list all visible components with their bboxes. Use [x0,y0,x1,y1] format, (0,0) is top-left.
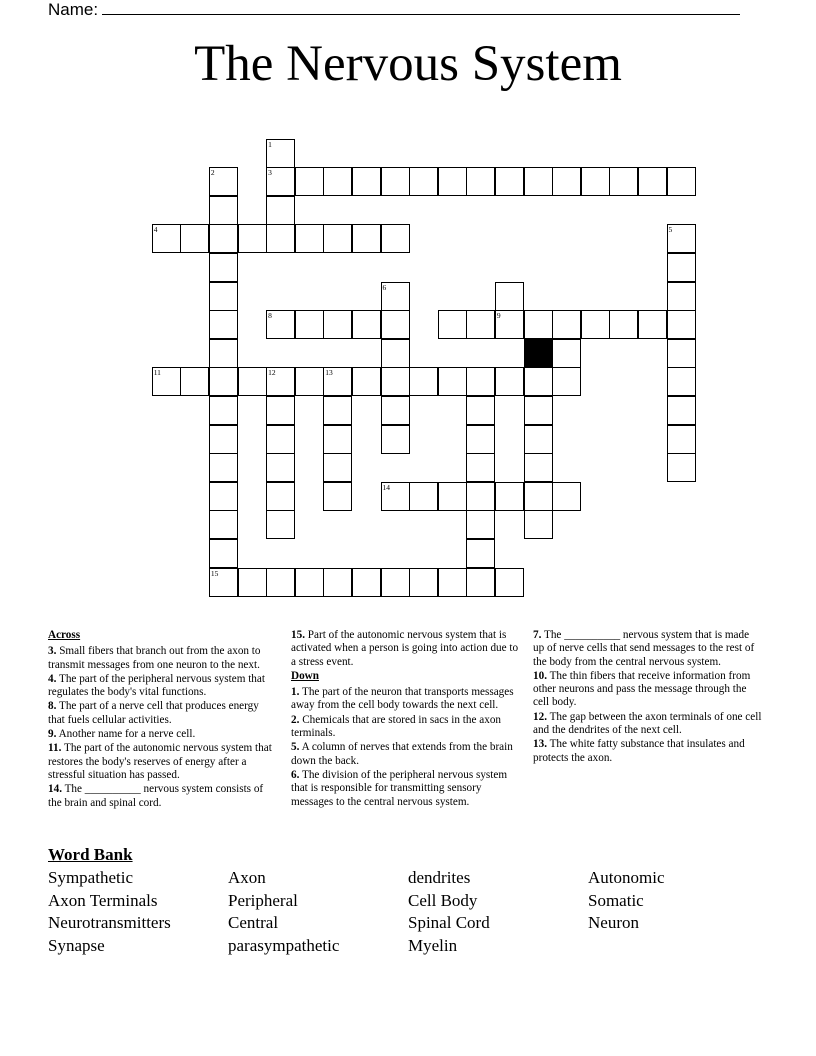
crossword-cell[interactable] [209,339,238,368]
crossword-cell[interactable] [495,310,524,339]
crossword-cell[interactable] [638,310,667,339]
crossword-cell[interactable] [495,482,524,511]
word-bank [48,867,788,958]
crossword-cell[interactable] [295,224,324,253]
crossword-cell[interactable] [295,367,324,396]
crossword-cell[interactable] [209,482,238,511]
crossword-cell[interactable] [466,539,495,568]
crossword-cell[interactable] [209,425,238,454]
crossword-cell[interactable] [552,339,581,368]
crossword-cell[interactable] [352,167,381,196]
clue-number: 4 [153,225,158,235]
down-clue-2: 2. Chemicals that are stored in sacs in the axon terminals. [291,713,502,740]
across-clue-15: 15. Part of the autonomic nervous system that is activated when a person is going into action due to a stress event. [291,629,519,668]
crossword-cell[interactable] [524,310,553,339]
crossword-cell[interactable] [238,367,267,396]
clue-number: 11 [153,368,161,378]
crossword-cell[interactable] [295,310,324,339]
crossword-cell[interactable] [552,310,581,339]
word-bank-item: Autonomic [588,868,665,887]
across-clues-part-1 [48,645,278,810]
crossword-cell[interactable] [209,367,238,396]
across-clue-4: 4. The part of the peripheral nervous system that regulates the body's vital functions. [48,672,265,699]
crossword-cell[interactable] [323,367,352,396]
crossword-cell[interactable] [667,396,696,425]
crossword-cell[interactable] [352,224,381,253]
crossword-cell[interactable] [552,367,581,396]
clue-number: 8 [268,311,272,321]
crossword-cell[interactable] [209,539,238,568]
crossword-cell[interactable] [438,568,467,597]
crossword-cell[interactable] [381,367,410,396]
word-bank-item: Cell Body [408,890,478,910]
across-clue-14: 14. The __________ nervous system consists of the brain and spinal cord. [48,783,264,809]
crossword-cell[interactable] [209,453,238,482]
crossword-cell[interactable] [209,310,238,339]
clue-number: 12 [268,368,276,378]
crossword-cell[interactable] [323,425,352,454]
crossword-cell[interactable] [266,453,295,482]
crossword-cell[interactable] [495,367,524,396]
clues-column-1 [48,629,278,811]
crossword-cell[interactable] [209,224,238,253]
crossword-cell[interactable] [552,482,581,511]
crossword-cell[interactable] [466,482,495,511]
crossword-cell[interactable] [495,282,524,311]
crossword-cell[interactable] [352,568,381,597]
crossword-cell[interactable] [466,396,495,425]
crossword-cell[interactable] [323,568,352,597]
crossword-cell[interactable] [266,310,295,339]
crossword-cell[interactable] [238,568,267,597]
crossword-cell[interactable] [524,510,553,539]
crossword-cell[interactable] [238,224,267,253]
crossword-cell[interactable] [581,167,610,196]
crossword-cell[interactable] [667,453,696,482]
crossword-cell[interactable] [438,167,467,196]
across-clue-8: 8. The part of a nerve cell that produces energy that fuels cellular activities. [48,700,259,726]
word-bank-item: Somatic [588,890,644,910]
crossword-cell[interactable] [323,396,352,425]
word-bank-item: dendrites [408,868,471,887]
crossword-cell[interactable] [524,396,553,425]
crossword-cell[interactable] [438,310,467,339]
crossword-cell[interactable] [323,167,352,196]
crossword-cell[interactable] [667,339,696,368]
crossword-cell[interactable] [524,482,553,511]
crossword-cell[interactable] [381,282,410,311]
crossword-cell[interactable] [266,367,295,396]
clues-column-3 [533,629,763,766]
crossword-cell[interactable] [352,310,381,339]
crossword-cell[interactable] [381,568,410,597]
clue-number: 9 [496,311,501,321]
crossword-cell[interactable] [609,310,638,339]
crossword-cell[interactable] [209,196,238,225]
crossword-cell[interactable] [266,167,295,196]
crossword-cell[interactable] [466,310,495,339]
crossword-cell[interactable] [266,510,295,539]
crossword-cell[interactable] [381,396,410,425]
crossword-cell[interactable] [409,367,438,396]
crossword-cell[interactable] [209,253,238,282]
crossword-cell[interactable] [466,510,495,539]
crossword-cell[interactable] [323,453,352,482]
crossword-cell[interactable] [381,339,410,368]
crossword-cell[interactable] [209,167,238,196]
crossword-cell[interactable] [266,568,295,597]
crossword-cell[interactable] [209,568,238,597]
page-title: The Nervous System [194,36,622,92]
crossword-cell[interactable] [638,167,667,196]
crossword-cell[interactable] [552,167,581,196]
across-clue-3: 3. Small fibers that branch out from the axon to transmit messages from one neuron to the next. [48,645,261,671]
clue-number: 13 [325,368,333,378]
word-bank-item: Neuron [588,913,639,933]
crossword-cell[interactable] [295,167,324,196]
crossword-cell[interactable] [266,482,295,511]
across-clue-9: 9. Another name for a nerve cell. [48,728,196,741]
crossword-cell[interactable] [152,367,181,396]
crossword-cell[interactable] [266,396,295,425]
word-bank-item: Axon [228,868,266,887]
crossword-cell[interactable] [495,167,524,196]
crossword-cell[interactable] [466,367,495,396]
crossword-cell[interactable] [667,425,696,454]
crossword-cell[interactable] [667,167,696,196]
crossword-cell[interactable] [409,167,438,196]
clue-number: 1 [268,139,272,149]
crossword-cell[interactable] [381,482,410,511]
word-bank-item: parasympathetic [228,936,340,956]
word-bank-title: Word Bank [48,845,133,864]
crossword-cell[interactable] [409,482,438,511]
word-bank-item: Spinal Cord [408,913,490,933]
crossword-cell[interactable] [466,453,495,482]
crossword-cell[interactable] [209,282,238,311]
clue-number: 2 [210,168,215,178]
crossword-cell[interactable] [438,367,467,396]
down-clue-1: 1. The part of the neuron that transports messages away from the cell body towards the next cell. [291,686,514,712]
crossword-cell[interactable] [409,568,438,597]
clue-number: 6 [382,282,387,292]
crossword-cell[interactable] [266,196,295,225]
down-heading: Down [291,669,319,682]
word-bank-item: Axon Terminals [48,890,158,910]
crossword-cell[interactable] [266,139,295,168]
crossword-cell[interactable] [609,167,638,196]
down-clue-7: 7. The __________ nervous system that is made up of nerve cells that send messages to the rest of the body from the central nervous system. [533,629,755,668]
clue-number: 14 [382,482,390,492]
down-clue-10: 10. The thin fibers that receive information from other neurons and pass the message through the cell body. [533,669,751,709]
crossword-cell[interactable] [524,453,553,482]
crossword-cell[interactable] [352,367,381,396]
crossword-cell[interactable] [266,224,295,253]
word-bank-item: Sympathetic [48,868,133,887]
crossword-cell[interactable] [180,224,209,253]
crossword-cell[interactable] [323,224,352,253]
clue-number: 5 [668,225,673,235]
word-bank-item: Peripheral [228,890,298,910]
crossword-cell[interactable] [209,510,238,539]
crossword-cell[interactable] [152,224,181,253]
crossword-cell[interactable] [438,482,467,511]
down-clue-6: 6. The division of the peripheral nervous system that is responsible for transmitting sensory messages to the central nervous system. [291,768,508,808]
crossword-cell[interactable] [524,367,553,396]
clue-number: 3 [268,168,272,178]
word-bank-item: Myelin [408,936,458,956]
across-heading: Across [48,629,81,641]
crossword-cell[interactable] [180,367,209,396]
crossword-cell[interactable] [581,310,610,339]
crossword-cell[interactable] [667,310,696,339]
crossword-cell[interactable] [466,167,495,196]
crossword-cell[interactable] [381,425,410,454]
crossword-cell[interactable] [466,425,495,454]
crossword-cell[interactable] [667,224,696,253]
down-clue-13: 13. The white fatty substance that insulates and protects the axon. [533,738,745,764]
name-label: Name: [48,0,99,19]
crossword-cell[interactable] [381,167,410,196]
crossword-cell[interactable] [667,282,696,311]
crossword-cell[interactable] [209,396,238,425]
crossword-cell[interactable] [323,310,352,339]
crossword-cell[interactable] [295,568,324,597]
crossword-cell[interactable] [266,425,295,454]
word-bank-item: Synapse [48,936,105,956]
word-bank-item: Central [228,913,279,933]
clue-number: 15 [210,568,219,578]
down-clue-5: 5. A column of nerves that extends from the brain down the back. [291,741,513,767]
crossword-cell[interactable] [381,224,410,253]
crossword-cell[interactable] [524,167,553,196]
crossword-cell[interactable] [466,568,495,597]
across-clue-11: 11. The part of the autonomic nervous system that restores the body's reserves of energy after a stressful situation has passed. [48,742,272,781]
crossword-cell[interactable] [495,568,524,597]
crossword-cell[interactable] [524,425,553,454]
crossword-cell[interactable] [323,482,352,511]
crossword-cell[interactable] [381,310,410,339]
word-bank-item: Neurotransmitters [48,913,171,933]
down-clue-12: 12. The gap between the axon terminals of one cell and the dendrites of the next cell. [533,710,762,737]
clues-column-2 [291,629,521,810]
black-square [524,339,553,368]
crossword-cell[interactable] [667,253,696,282]
crossword-cell[interactable] [667,367,696,396]
